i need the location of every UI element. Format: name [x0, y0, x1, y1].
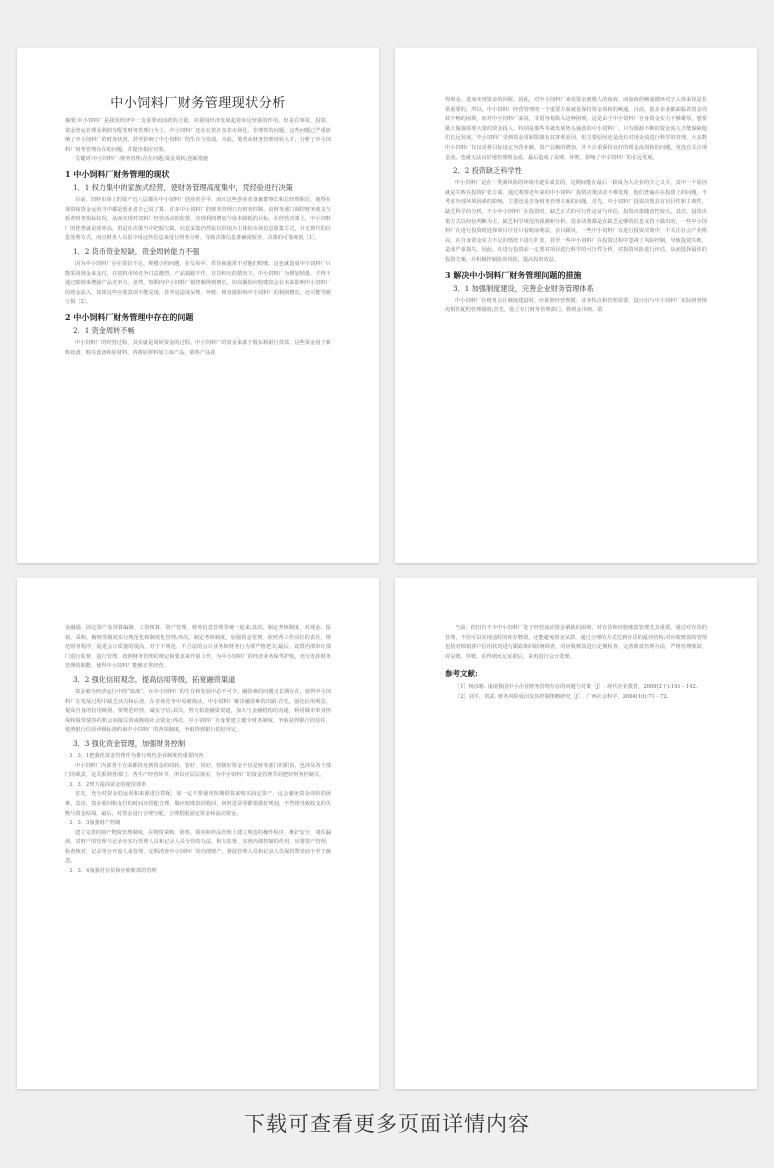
sub-subsection-heading-3-3-3: 3．3．3加强财产控制 [69, 820, 121, 827]
page-2-content [445, 96, 707, 316]
sub-subsection-heading-3-3-4: 3．3．4加强对存货和应收账款的管理 [69, 868, 157, 875]
subsection-heading-2-1: 2．1 资金周转不畅 [73, 325, 135, 335]
paragraph: 得现金，进而实现资金的回收。因此，对中小饲料厂来说资金就像人的血液，而血液的畅通循环对于人体来说是非常重要的。所以，中小饲料厂经营管理的一个重要方面就是保持资金周转的畅通。目前，很多企业都面临着资金周转不畅的困境，而对中小饲料厂来说，非常容易陷入这种困境。这是由于中小饲料厂自身资金实力不够雄厚，想要做大做强需要大量的资金投入，特别是那些本就发展势头强劲的中小饲料厂，只有源源不断的资金流入才能保障他们长远发展。中小饲料厂受到资金周转限制有其客观原因，但主要原因还是没有对现金流进行科学的管理。大多数中小饲料厂仅仅是将目标设定为营业额，资产总额的增加，并不注重保持良好的现金流周转的问题，更没有关注现金流，也就无法良好地管理现金流，最后造成了呆账、坏账，影响了中小饲料厂的长远发展。 [445, 97, 707, 161]
page-3-content [65, 624, 331, 877]
paragraph: 资金被为经济运行中的“血液”，在中小饲料厂的生存和发展中必不可少。融资难的问题又长期存在，使得中小饲料厂在发展过程中缺乏活力和后劲，在市场竞争中易被淘汰。中小饲料厂解决融资难的出路:首先，强化信用观念，提高自身的信用级别，要规范经营，诚实守信;其次，努力拓宽融资渠道，加大与金融机构的沟通，利用城市单身担保和股票债券的机会间接注资或吸收社会资金;再次，中小饲料厂自身要建立健全财务制度，争取获得银行的信任，依照银行信用评级标准约束中小饲料厂的各项制度，争取得到银行的好评定。 [65, 688, 331, 734]
download-more-pages-caption[interactable]: 下载可查看更多页面详情内容 [244, 1112, 530, 1136]
reference-item: ［1］杨彦彬. 浅谈我国中小企业财务管理存在的问题与对策［J］. 现代企业教育，2009(2下):141－142. [455, 684, 698, 691]
document-title: 中小饲料厂财务管理现状分析 [110, 96, 286, 111]
paragraph: 中小饲料厂是在一类满风险的环境中逐步成长的，这期间能在最后一跃成为大企业的少之又少，其中一个原因就是失败在投资扩张方面，通过观察近年来的中小饲料厂投资决策活动不难发现，他们普遍存在投资上的问题，不考虑外部环境因素的影响，主要还是自身财务管理方面的问题。首先，中小饲料厂投资决策具有盲目性和主观性，缺乏科学的分析，不少中小饲料厂在投资时，缺乏正式的可行性论证与评估，投资决策随意性较大。其次，投资决策方式以经验判断为主，缺乏科学规范的预测和分析，很多决策都是在缺乏足够的信息支持下做出的，一些中小饲料厂在进行投资时选择项目往往只看眼前利益，盲目跟风，一些中小饲料厂在进行投资决策中，不关注社会产业格局，在自身资金实力不足的情况下进行扩张，甚至一些中小饲料厂在投资过程中忽视了风险控制，导致投资失败，造成严重损失。因此，在进行投资前一定要对项目进行科学的可行性分析，对投资风险进行评估，从而选择最佳的投资方案，并积极控制投资风险，提高投资效益。 [445, 180, 707, 263]
abstract: 摘要:中小饲料厂是我国经济中一支重要而活跃的力量，对我国经济发展起着举足轻重的作用。但是在筹资、投资、资金营运管理及利润分配等财务管理行为上，中小饲料厂还存在着许多非市场化、非理性的问题，这些问题已严重影响了中小饲料厂的财务状况，甚至影响了中小饲料厂的生存与发展。为此，笔者从财务管理现状入手，分析了中小饲料厂财务管理存在的问题，并提出相应对策。 [65, 118, 331, 153]
section-heading-1: 1 中小饲料厂财务管理的现状 [65, 168, 170, 179]
subsection-heading-1-2: 1．2 货币资金短缺，资金周转能力不强 [73, 246, 200, 256]
document-page-4 [395, 578, 757, 1089]
document-page-3 [17, 578, 379, 1089]
subsection-heading-1-1: 1．1 权力集中的家族式经营，使财务管理高度集中，凭经验进行决策 [73, 182, 293, 192]
subsection-heading-3-1: 3．1 加强制度建设，完善企业财务管理体系 [453, 283, 594, 293]
page-1-content [65, 92, 331, 358]
keywords: 关键词:中小饲料厂;财务管理;存在问题;资金周转;创新措施 [75, 156, 209, 163]
paragraph: 首先，充分对资金的运用和来源进行搭配，如一定不要使用短期借款来购买固定资产，这会避免资金周转的困难。其次，资金收回和支付的时间应搭配合理。做应收账款回收回，何时进货等都要做好规划，不然将导致收支的失衡与资金枯竭，最后，对资金进行合理分配，合理搭配固定资金和流动资金。 [65, 791, 331, 817]
sub-subsection-heading-3-3-2: 3．3．2努力提高资金的使用效率 [69, 781, 147, 788]
subsection-heading-2-2: 2．2 投资缺乏科学性 [453, 166, 522, 176]
paragraph: 中小饲料厂的经营过程，其实就是周转资金的过程。中小饲料厂的资金来源于股东和银行贷款，这些资金用于新购设备，购买设备和原材料，再将原材料加工成产品，销售产品获 [65, 339, 331, 356]
sub-subsection-heading-3-3-1: 3．3．1把强化资金管理作为推行现代企业制度的重要内容 [69, 752, 204, 759]
subsection-heading-3-2: 3．2 强化信用观念，提高信用等级，拓宽融资渠道 [73, 674, 236, 684]
paragraph: 当前，但旧有不少中小饲料厂处于经营流动资金紧缺的困境，对存货和应收账款管理尤其重要。通过对存货的管理，不但可以实现适时的库存物资，还能避免资金呆滞，通过合理的方式达到存货的最佳结构;对应收账款的管理包括对赊销客户信用状况进行跟踪和回收统调查，对应收账款进行定期检查，完善收款管理办法，严格管理账款，对呆账、坏账，在得到允足证据后，采再进行会计处理。 [445, 625, 707, 660]
paragraph: 中小饲料厂内部各个方面都涉及到资金的周转，管好、用好、控制好资金不仅是财务部门的职责，也涉及各个部门的职责，这关系到各部门、各生产经营环节，所以应层层落实，为中小饲料厂的资金管理共同把好财务控制关。 [65, 762, 331, 779]
paragraph: 建立完善的财产物资管理制度，在物资采购、销售、领用和样品管理上建立规范的操作程序，维护安全，堵住漏洞。对财产的管理与记录应实行管理人员和记录人员分管的办法，相互监督，实现内部控制的作用，应将资产管理，检查核对，记录等分开设人来管理，定期清查中小饲料厂的内部财产，督促管理人员和记录人员保持警觉而不至于疏忽。 [65, 829, 331, 865]
document-page-1 [17, 48, 379, 563]
reference-item: ［2］刘平，贺武. 财务风险成因及其控制策略研究［J］. 广西社会科学，2004(10):71－72. [455, 693, 669, 700]
document-page-2 [395, 48, 757, 563]
section-heading-2: 2 中小饲料厂财务管理中存在的问题 [65, 311, 194, 322]
paragraph: 中小饲料厂在财务会计制度建设时，应依照经营规模、业务特点和管理需要，设计出与中小饲料厂实际财务情况相匹配的管理制度;首先，设立专门财务管理部门，将现金出纳、资 [445, 297, 707, 314]
subsection-heading-3-3: 3．3 强化资金管理，加强财务控制 [73, 738, 186, 748]
paragraph: 因为中小饲料厂存在资信不足、规模小的问题，在交易中，供货商通常不对他们赊账，这也就造成中小饲料厂只能采用现金来支付，在饲料市场竞争日益激烈，产品销路不佳，存货积压的情况下，中小饲料厂为增加销量，不得不通过赊销来增强产品竞争力。虽然，短期内中小饲料厂销售额得到增长，但高额的应收账款会在未来影响中小饲料厂的现金流入，如果这些应收款项不能兑现，甚至是造成呆账、坏账，将直接影响中小饲料厂的利润增长，还可能导致亏损［2］。 [65, 260, 331, 306]
paragraph: 目前，饲料市场上的资产近八层都在中小饲料厂创业者手中，而且这些创业者身兼董事长和总经理职位，使得在筹资和资金运用当中都是创业者自己说了算，许多中小饲料厂的财务管理只有财务控制，由财务部门调控财务收支与检查财务指标状况，从而实现对饲料厂经营活动的监督，实现利润增加与成本降低的目标。在经营决策上，中小饲料厂的优势就是效率高，但是在决策当中把握欠缺，信息采集仍然是以供销为主体的市场信息收集方式，并无现代的信息处理方式，而且财务人员很少用这些信息来进行财务分析，导致决策信息准确度较差，决策的可靠度低［1］。 [65, 196, 331, 242]
section-heading-3: 3 解决中小饲料厂财务管理问题的措施 [445, 269, 582, 280]
references-heading: 参考文献: [445, 669, 478, 679]
page-4-content [445, 624, 707, 703]
paragraph: 金融通、固定资产及预算编制、工资核算、资产管理、财务信息管理等统一起来;其次，制定考核制度，对现金、报销、采购、稽核等制度实行规范化和制度化管理;再次，制定考核制度，加强资金管理，依照各工作岗位的责任，规范财务程序，促进会计质量的提高，对于不规范、不合法的会计业务和财务行为要严格把关;最后，设置内部审计部门进行监督，进行管理，按照财务管理的规定和要求来开展工作，为中小饲料厂的经济业务保驾护航，充分发挥财务管理的职能，使得中小饲料厂能够正常经营。 [65, 625, 331, 670]
